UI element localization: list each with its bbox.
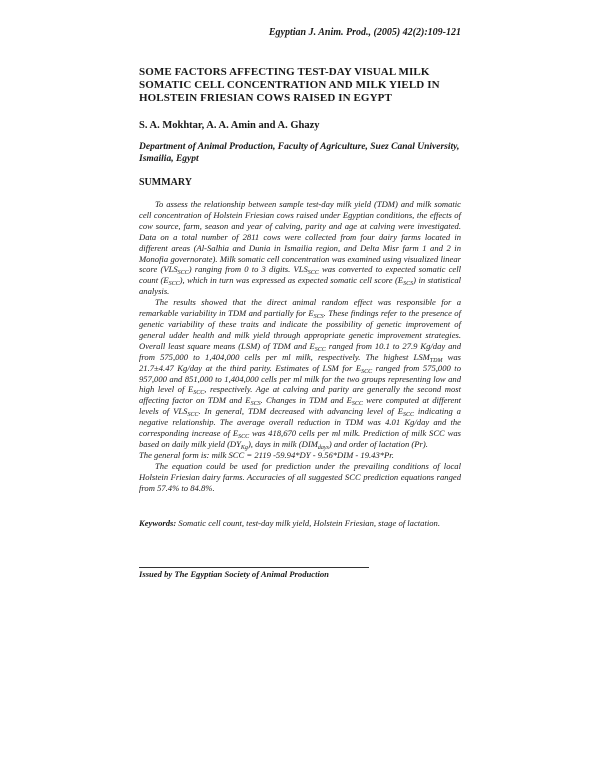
authors: S. A. Mokhtar, A. A. Amin and A. Ghazy: [139, 120, 320, 131]
prediction-formula: The general form is: milk SCC = 2119 -59.94*DY - 9.56*DIM - 19.43*Pr.: [139, 449, 394, 460]
affiliation: Department of Animal Production, Faculty of Agriculture, Suez Canal University, Ismailia, Egypt: [139, 142, 460, 164]
abstract-paragraph-3: The equation could be used for prediction under the prevailing conditions of local Holstein Friesian dairy farms. Accuracies of all suggested SCC prediction equations ranged from 57.4% to 84.8%.: [139, 460, 461, 493]
paper-title: SOME FACTORS AFFECTING TEST-DAY VISUAL MILK SOMATIC CELL CONCENTRATION AND MILK YIELD IN HOLSTEIN FRIESIAN COWS RAISED IN EGYPT: [139, 66, 440, 104]
keywords: [139, 518, 461, 529]
summary-heading: SUMMARY: [139, 177, 192, 188]
issued-by: Issued by The Egyptian Society of Animal Production: [139, 569, 329, 579]
keywords-text: Somatic cell count, test-day milk yield, Holstein Friesian, stage of lactation.: [176, 518, 440, 528]
footer-divider: [139, 567, 369, 568]
journal-reference: Egyptian J. Anim. Prod., (2005) 42(2):109-121: [268, 27, 461, 38]
abstract-paragraph-2: The results showed that the direct animal random effect was responsible for a remarkable variability in TDM and partially for $E_{SCS}$. These findings refer to the presence of genetic variability of these traits and indicate the possibility of genetic improvement of general udder health and milk yield through appropriate genetic improvement strategies. Overall least square means (LSM) of TDM and $E_{SCC}$ ranged from 10.1 to 27.9 Kg/day and from 575,000 to 1,404,000 cells per ml milk, respectively. The highest $LSM_{TDM}$ was 21.7±4.47 Kg/day at the third parity. Estimates of LSM for $E_{SCC}$ ranged from 575,000 to 957,000 and 851,000 to 1,404,000 cells per ml milk for the two groups representing low and high level of $E_{SCC}$, respectively. Age at calving and parity are generally the second most affecting factor on TDM and $E_{SCS}$. Changes in TDM and $E_{SCC}$ were computed at different levels of $VLS_{SCC}$. In general, TDM decreased with advancing level of $E_{SCC}$ indicating a negative relationship. The average overall reduction in TDM was 4.01 Kg/day and the corresponding increase of $E_{SCC}$ was 418,670 cells per ml milk. Prediction of milk SCC was based on daily milk yield $(DY_{Kg})$, days in milk $(DIM_{days})$ and order of lactation (Pr).: [139, 297, 462, 451]
abstract-paragraph-1: To assess the relationship between sample test-day milk yield (TDM) and milk somatic cell concentration of Holstein Friesian cows raised under Egyptian conditions, the effects of cow source, farm, season and year of calving, parity and age at calving were investigated. Data on a total number of 2811 cows were collected from four dairy farms located in different areas (Al-Salhia and Dunia in Ismailia region, and Delta Misr farm 1 and 2 in Monofia governorate). Milk somatic cell concentration was examined using visualized linear score $(VLS_{SCC})$ ranging from 0 to 3 digits. $VLS_{SCC}$ was converted to expected somatic cell count $(E_{SCC})$, which in turn was expressed as expected somatic cell score $(E_{SCS})$ in statistical analysis.: [139, 199, 462, 297]
keywords-label: Keywords:: [139, 518, 177, 528]
abstract: [139, 199, 461, 493]
